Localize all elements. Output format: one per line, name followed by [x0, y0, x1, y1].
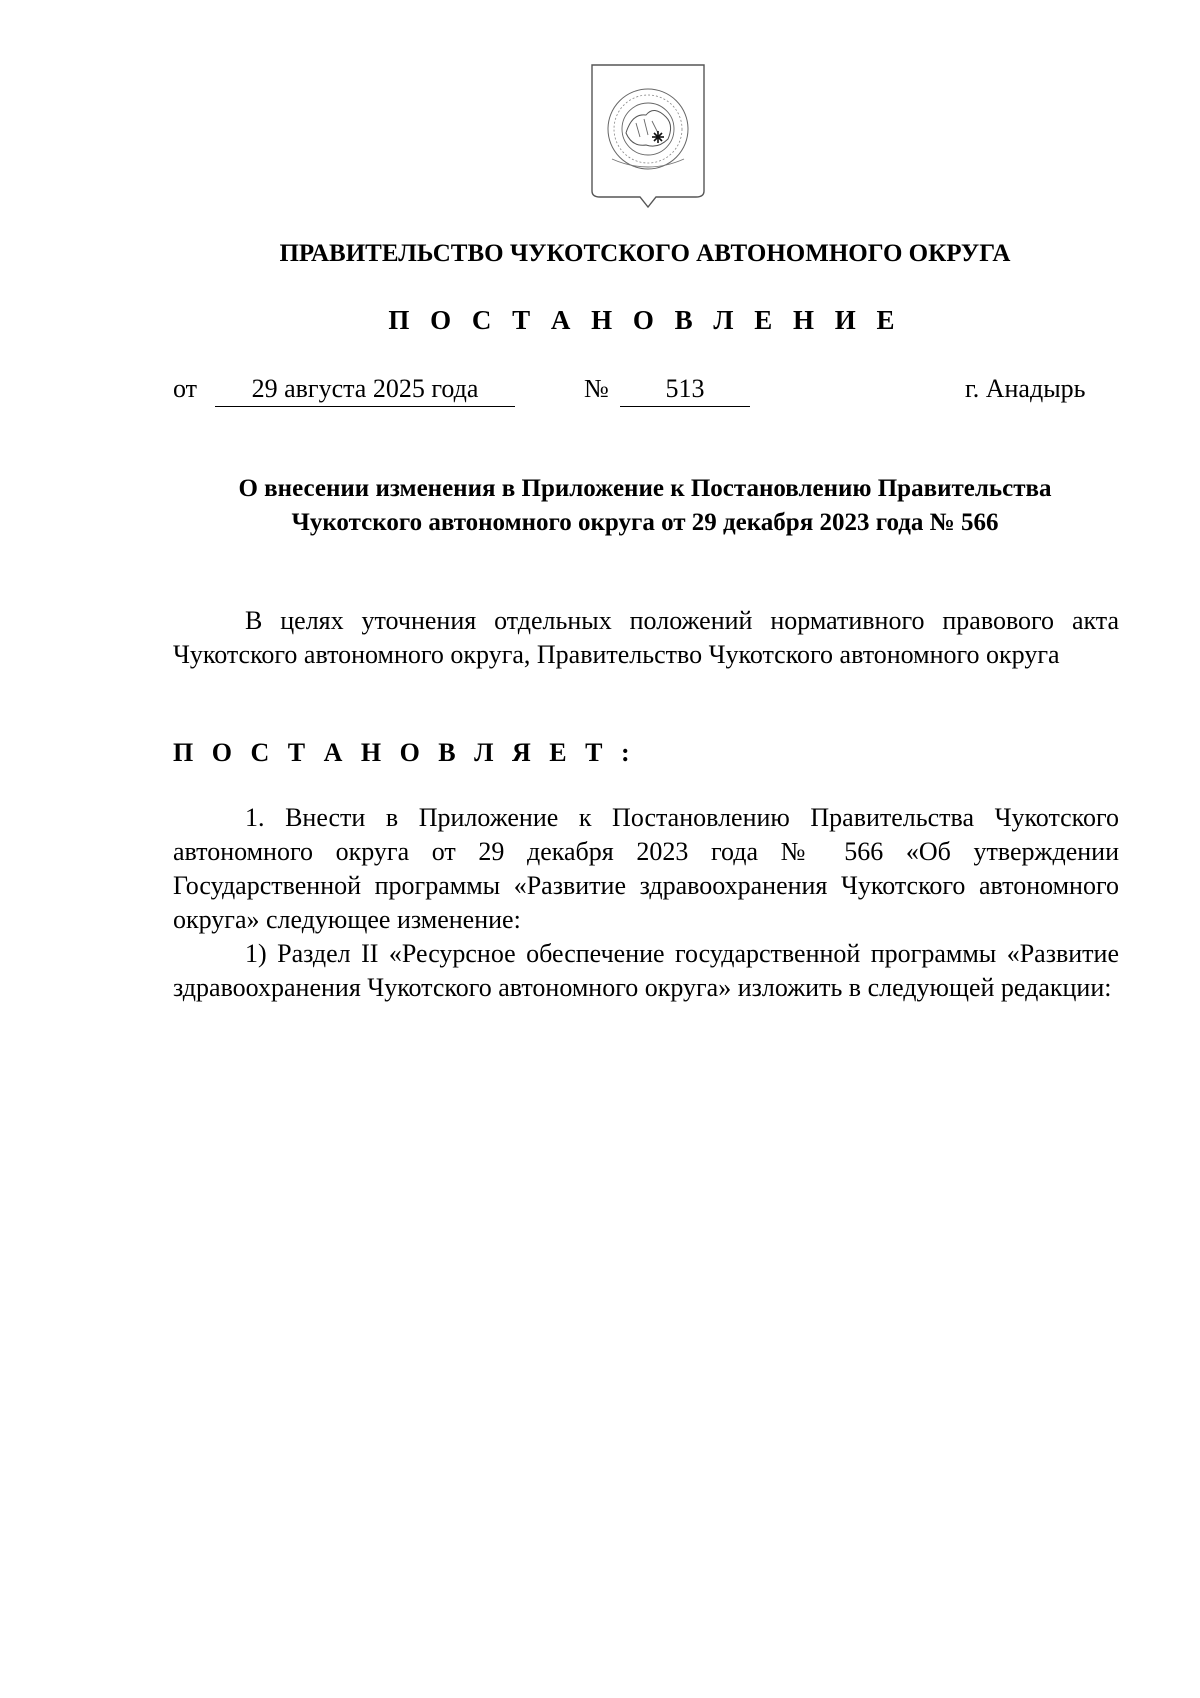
city-name: г. Анадырь [965, 374, 1086, 403]
subject-line-1: О внесении изменения в Приложение к Постановлению Правительства [238, 475, 1052, 502]
date-prefix: от [173, 374, 198, 403]
document-date: 29 августа 2025 года [215, 372, 515, 407]
document-subject [170, 472, 1120, 540]
decree-word: П О С Т А Н О В Л Я Е Т : [173, 738, 636, 767]
item-1-1-paragraph: 1) Раздел II «Ресурсное обеспечение государственной программы «Развитие здравоохранения Чукотского автономного округа» изложить в следующей редакции: [173, 939, 1119, 1002]
document-number: 513 [620, 372, 750, 407]
subject-line-2: Чукотского автономного округа от 29 декабря 2023 года № 566 [291, 509, 999, 536]
number-label: № [584, 374, 609, 403]
document-type: П О С Т А Н О В Л Е Н И Е [388, 305, 902, 335]
item-1-paragraph: 1. Внести в Приложение к Постановлению Правительства Чукотского автономного округа от 29 декабря 2023 года № 566 «Об утверждении Государственной программы «Развитие здравоохранения Чукотского автономного округа» следующее изменение: [173, 803, 1119, 934]
government-title: ПРАВИТЕЛЬСТВО ЧУКОТСКОГО АВТОНОМНОГО ОКРУГА [279, 240, 1011, 267]
coat-of-arms-emblem [588, 63, 708, 209]
preamble-paragraph: В целях уточнения отдельных положений нормативного правового акта Чукотского автономного округа, Правительство Чукотского автономного округа [173, 606, 1119, 669]
